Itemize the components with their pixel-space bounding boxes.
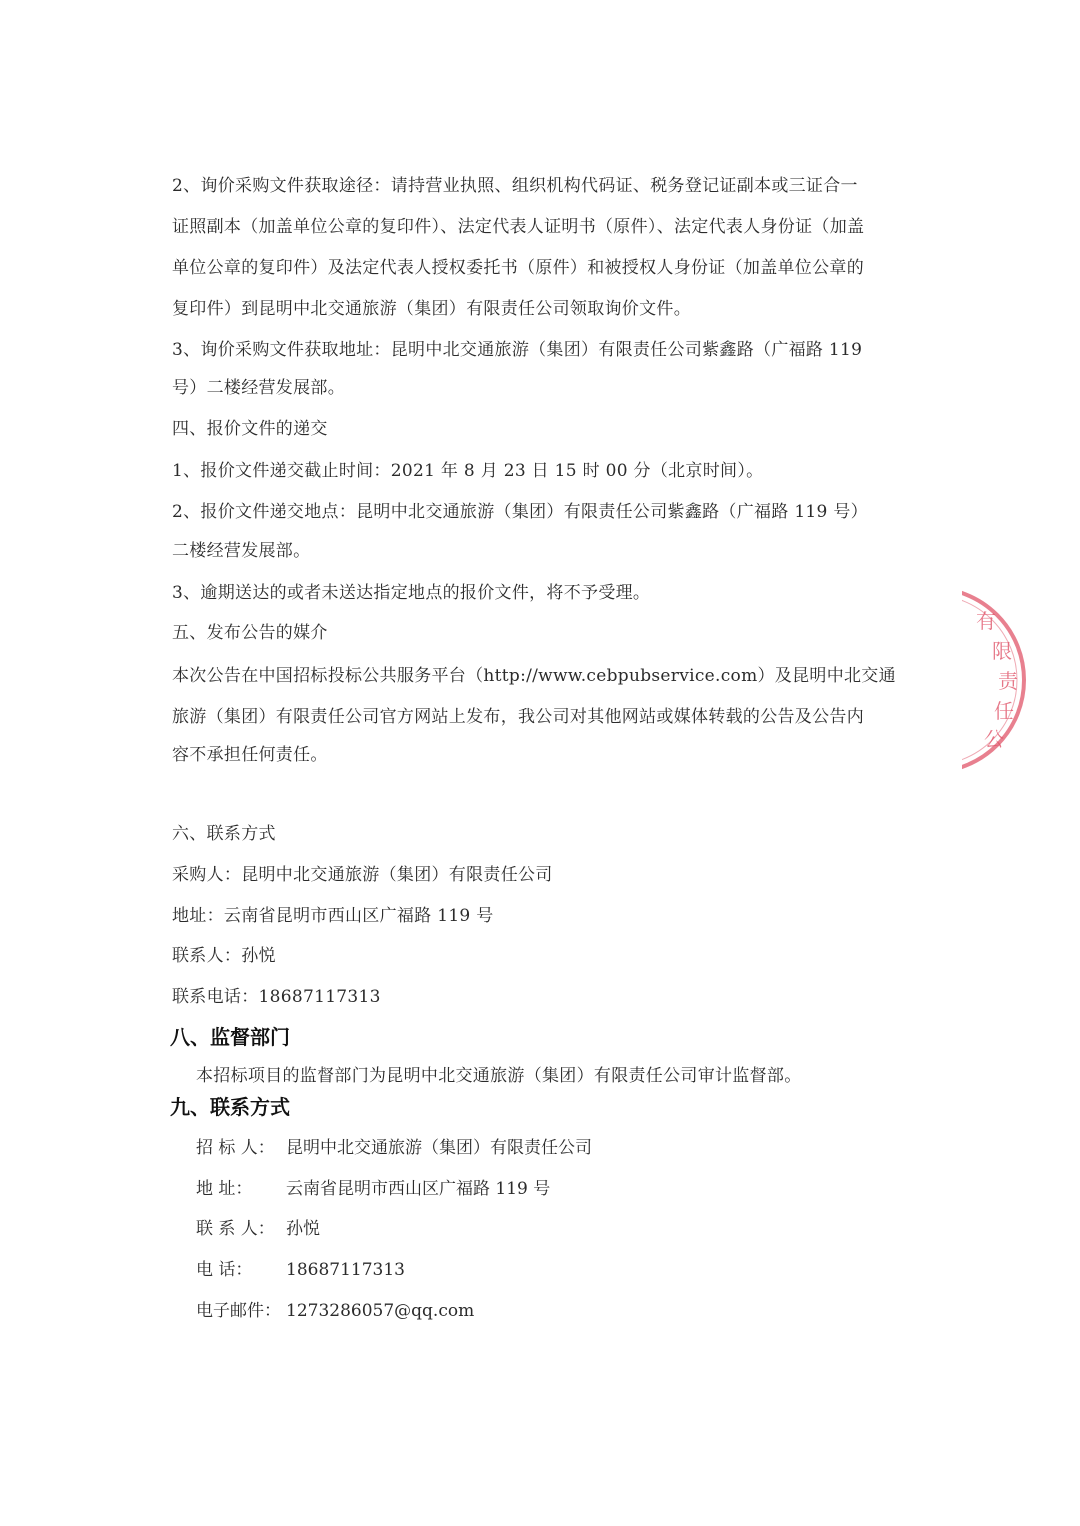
- section-5-title: 五、发布公告的媒介: [172, 623, 328, 643]
- body-line-15: 容不承担任何责任。: [172, 745, 328, 765]
- contact-value: 昆明中北交通旅游（集团）有限责任公司: [286, 1138, 592, 1158]
- body-line-10: 二楼经营发展部。: [172, 541, 311, 561]
- section-9-heading: 九、联系方式: [170, 1095, 290, 1119]
- contact-line: 联系人：孙悦: [172, 946, 276, 966]
- body-line-1: 2、询价采购文件获取途径：请持营业执照、组织机构代码证、税务登记证副本或三证合一: [172, 176, 858, 196]
- contact-row-person: [196, 1218, 320, 1240]
- contact-row-email: [196, 1300, 474, 1322]
- contact-value: 孙悦: [286, 1219, 320, 1239]
- body-line-4: 复印件）到昆明中北交通旅游（集团）有限责任公司领取询价文件。: [172, 299, 691, 319]
- contact-key: 地 址：: [196, 1179, 253, 1199]
- phone-line: 联系电话：18687117313: [172, 987, 381, 1007]
- body-line-5: 3、询价采购文件获取地址：昆明中北交通旅游（集团）有限责任公司紫鑫路（广福路 119: [172, 340, 863, 360]
- company-seal-stamp: [962, 580, 1032, 780]
- contact-value: 1273286057@qq.com: [286, 1301, 475, 1321]
- contact-value: 云南省昆明市西山区广福路 119 号: [286, 1179, 551, 1199]
- contact-key: 联 系 人：: [196, 1219, 275, 1239]
- body-line-11: 3、逾期送达的或者未送达指定地点的报价文件，将不予受理。: [172, 583, 651, 603]
- seal-text: 有 限 责 任 公: [976, 609, 1018, 751]
- contact-value: 18687117313: [286, 1260, 405, 1280]
- body-line-14: 旅游（集团）有限责任公司官方网站上发布，我公司对其他网站或媒体转载的公告及公告内: [172, 707, 864, 727]
- contact-row-bidder: [196, 1137, 592, 1159]
- contact-key: 招 标 人：: [196, 1138, 275, 1158]
- contact-row-address: [196, 1178, 550, 1200]
- contact-key: 电 话：: [196, 1260, 253, 1280]
- body-line-3: 单位公章的复印件）及法定代表人授权委托书（原件）和被授权人身份证（加盖单位公章的: [172, 258, 864, 278]
- contact-row-phone: [196, 1259, 405, 1281]
- body-line-8: 1、报价文件递交截止时间：2021 年 8 月 23 日 15 时 00 分（北京时间）。: [172, 461, 764, 481]
- section-6-title: 六、联系方式: [172, 824, 276, 844]
- body-line-2: 证照副本（加盖单位公章的复印件）、法定代表人证明书（原件）、法定代表人身份证（加盖: [172, 217, 865, 237]
- address-line: 地址：云南省昆明市西山区广福路 119 号: [172, 906, 494, 926]
- section-4-title: 四、报价文件的递交: [172, 419, 328, 439]
- contact-key: 电子邮件：: [196, 1301, 281, 1321]
- section-8-heading: 八、监督部门: [170, 1025, 290, 1049]
- body-line-6: 号）二楼经营发展部。: [172, 378, 345, 398]
- body-line-13: 本次公告在中国招标投标公共服务平台（http://www.cebpubservice.com）及昆明中北交通: [172, 666, 896, 686]
- purchaser-line: 采购人：昆明中北交通旅游（集团）有限责任公司: [172, 865, 553, 885]
- body-line-9: 2、报价文件递交地点：昆明中北交通旅游（集团）有限责任公司紫鑫路（广福路 119 号）: [172, 502, 868, 522]
- section-8-text: 本招标项目的监督部门为昆明中北交通旅游（集团）有限责任公司审计监督部。: [196, 1066, 802, 1086]
